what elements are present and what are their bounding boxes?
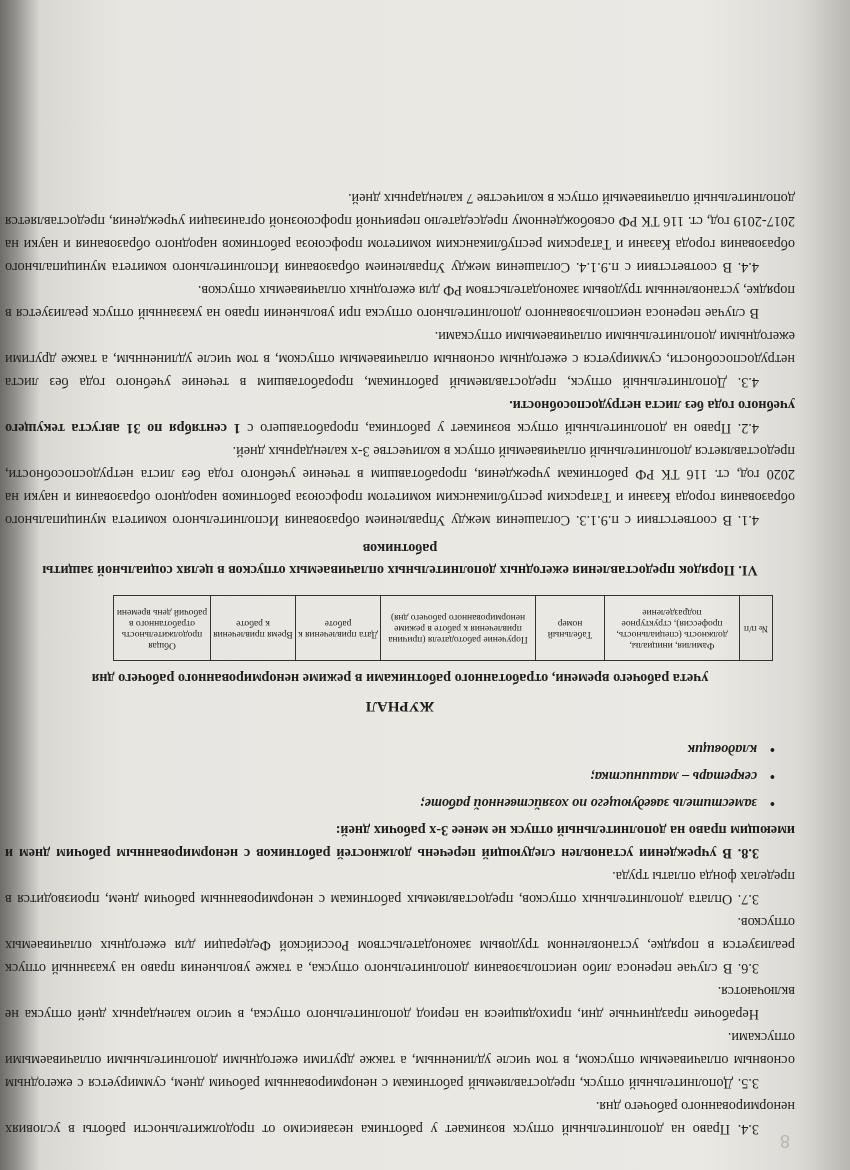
journal-subtitle: учета рабочего времени, отработанного работниками в режиме ненормированного рабочего дня bbox=[91, 670, 709, 686]
list-item: •секретарь – машинистка; bbox=[5, 764, 775, 787]
section-6-heading: VI. Порядок предоставления ежегодных дополнительных оплачиваемых отпусков в целях социальной защиты работников bbox=[42, 540, 758, 578]
paragraph-4-4: 4.4. В соответствии с п.9.1.4. Соглашения между Управлением образования Исполнительного комитета муниципального образования города Казани и Татарским республиканским комитетом профсоюза работников народного образования и науки на 2017-2019 год, ст. 116 ТК РФ освобожденному председателю первичной профсоюзной организации учреждения, предоставляется дополнительный оплачиваемый отпуск в количестве 7 календарных дней. bbox=[5, 190, 795, 275]
list-item: •заместитель заведующего по хозяйственной работе; bbox=[5, 791, 775, 814]
table-row bbox=[114, 596, 773, 661]
table-header-cell: Дата привлечения к работе bbox=[296, 596, 381, 661]
paragraph-holidays: Нерабочие праздничные дни, приходящиеся на период дополнительного отпуска, в число календарных дней отпуска не включаются. bbox=[5, 983, 795, 1022]
table-header-cell: Фамилия, инициалы, должность (специальность, профессия), структурное подразделение bbox=[605, 596, 740, 661]
paragraph-3-8: 3.8. В учреждении установлен следующий перечень должностей работников с ненормированным рабочим днем и имеющим право на дополнительный отпуск не менее 3-х рабочих дней: bbox=[5, 822, 795, 861]
paragraph-3-6: 3.6. В случае переноса либо неиспользования дополнительного отпуска, а также увольнения право на указанный отпуск реализуется в порядке, установленном трудовым законодательством Российской Федерации для ежегодных оплачиваемых отпусков. bbox=[5, 914, 795, 976]
journal-table bbox=[113, 595, 773, 661]
paragraph-3-5: 3.5. Дополнительный отпуск, предоставляемый работникам с ненормированным рабочим днем, суммируется с ежегодным основным оплачиваемым отпуском, в том числе удлиненным, а также другими ежегодными дополнительными оплачиваемыми отпусками. bbox=[5, 1029, 795, 1091]
bullet-icon: • bbox=[770, 795, 775, 811]
paragraph-3-7: 3.7. Оплата дополнительных отпусков, предоставляемых работникам с ненормированным рабочим днем, производится в пределах фонда оплаты труда. bbox=[5, 868, 795, 907]
journal-title: ЖУРНАЛ bbox=[365, 698, 435, 714]
table-header-cell: Время привлечения к работе bbox=[211, 596, 296, 661]
table-header-cell: № п/п bbox=[740, 596, 773, 661]
page-number: 8 bbox=[780, 1131, 791, 1151]
paragraph-3-4: 3.4. Право на дополнительный отпуск возникает у работника независимо от продолжительности работы в условиях ненормированного рабочего дня. bbox=[5, 1098, 795, 1137]
document-body bbox=[5, 186, 795, 1140]
paragraph-4-1: 4.1. В соответствии с п.9.1.3. Соглашения между Управлением образования Исполнительного комитета муниципального образования города Казани и Татарским республиканским комитетом профсоюза работников народного образования и науки на 2020 год, ст. 116 ТК РФ работникам учреждения, проработавшим в течение учебного года без листа нетрудоспособности, предоставляется дополнительный оплачиваемый отпуск в количестве 3-х календарных дней. bbox=[5, 443, 795, 528]
paragraph-4-3: 4.3. Дополнительный отпуск, предоставляемый работникам, проработавшим в течение учебного года без листа нетрудоспособности, суммируется с ежегодным основным оплачиваемым отпуском, в том числе удлиненным, а также другими ежегодными дополнительными оплачиваемыми отпусками. bbox=[5, 328, 795, 390]
bullet-icon: • bbox=[770, 741, 775, 757]
bullet-icon: • bbox=[770, 768, 775, 784]
table-header-cell: Табельный номер bbox=[536, 596, 605, 661]
list-item: •кладовщик bbox=[5, 737, 775, 760]
paragraph-4-3-transfer: В случае переноса неиспользованного дополнительного отпуска при увольнении право на указанный отпуск реализуется в порядке, установленным трудовым законодательством РФ для ежегодных оплачиваемых отпусков. bbox=[5, 282, 795, 321]
paragraph-4-2: 4.2. Право на дополнительный отпуск возникает у работника, проработавшего с 1 сентября по 31 августа текущего учебного года без листа нетрудоспособности. bbox=[4, 397, 795, 436]
table-header-cell: Поручение работодателя (причина привлечения к работе в режиме ненормированного рабочего дня) bbox=[381, 596, 536, 661]
table-header-cell: Общая продолжительность отработанного в рабочий день времени bbox=[114, 596, 211, 661]
